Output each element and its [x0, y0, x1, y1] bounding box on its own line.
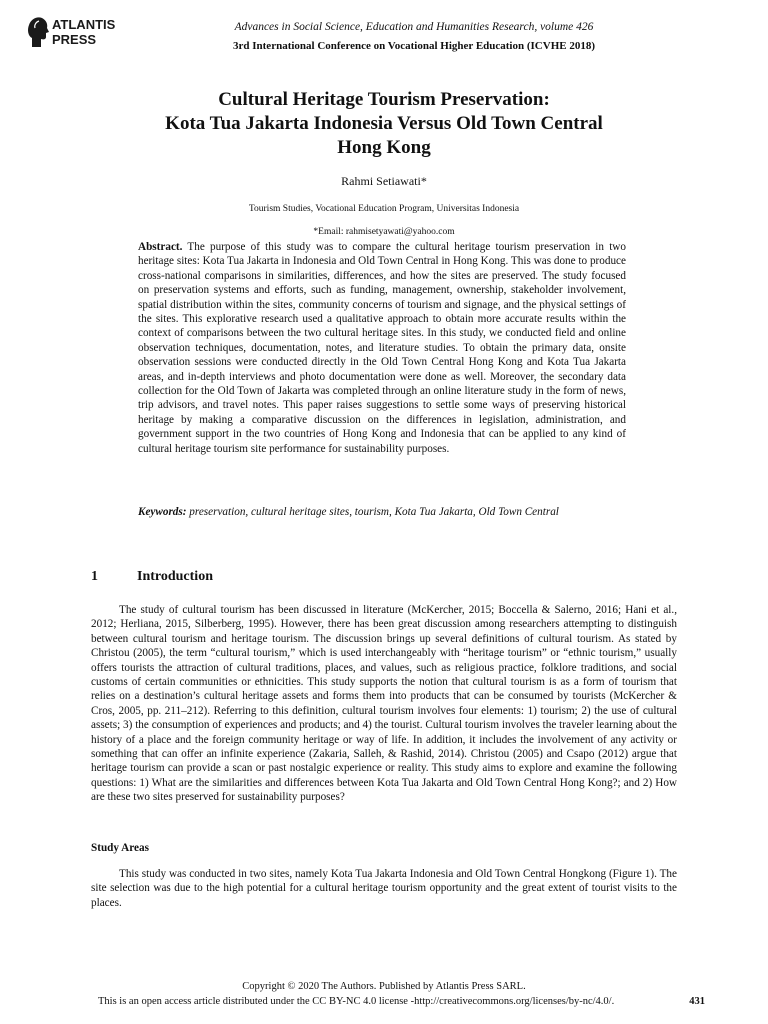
abstract-text: The purpose of this study was to compare the cultural heritage tourism preservation in two heritage sites: Kota Tua Jakarta in Indonesia and Old Town Central in Hong Kong. This was done to produce cross-national comparisons in similarities, differences, and how the sites are preserved. The study focused on preservation systems and efforts, such as funding, management, ownership, stakeholder involvement, spatial distribution within the sites, community concerns of tourism and signage, and the physical settings of the sites. This explorative research used a qualitative approach to obtain more accurate results within the context of comparisons between the two cultural heritage sites. In this study, we conducted field and online observation techniques, documentation, notes, and literature studies. To obtain the primary data, onsite observation sessions were conducted directly in the Old Town Central Hong Kong and Kota Tua Jakarta areas, and in-depth interviews and photo documentation were done as well. Moreover, the secondary data collection for the Old Town of Jakarta was completed through an online literature study in the form of news, trip advisors, and travel notes. This paper raises suggestions to settle some ways of preserving historical heritage by making a comparative discussion on the differences in legislation, administration, and government support in the two countries of Hong Kong and Indonesia that can be applied to any kind of cultural heritage tourism site performance for sustainability purposes.	[138, 241, 626, 455]
atlantis-press-logo	[26, 16, 136, 50]
author-email: *Email: rahmisetyawati@yahoo.com	[313, 227, 455, 237]
title-line-1: Cultural Heritage Tourism Preservation:	[218, 89, 550, 110]
keywords	[138, 505, 626, 519]
paper-title	[100, 88, 668, 160]
title-line-2: Kota Tua Jakarta Indonesia Versus Old Town Central	[165, 113, 603, 134]
section-title: Introduction	[137, 569, 213, 584]
author-name: Rahmi Setiawati*	[341, 174, 427, 188]
copyright-notice: Copyright © 2020 The Authors. Published by Atlantis Press SARL.	[242, 981, 526, 992]
conference-header: 3rd International Conference on Vocational Higher Education (ICVHE 2018)	[233, 40, 595, 52]
section-number: 1	[91, 569, 98, 584]
abstract-label: Abstract.	[138, 241, 183, 253]
abstract	[138, 240, 626, 456]
title-line-3: Hong Kong	[337, 137, 431, 158]
page-number: 431	[689, 996, 705, 1007]
keywords-label: Keywords:	[138, 506, 187, 518]
logo-line2: PRESS	[52, 32, 97, 47]
keywords-text: preservation, cultural heritage sites, tourism, Kota Tua Jakarta, Old Town Central	[189, 506, 559, 518]
logo-text	[52, 17, 115, 47]
author-affiliation: Tourism Studies, Vocational Education Program, Universitas Indonesia	[248, 204, 520, 214]
section-heading-introduction	[91, 569, 213, 585]
study-areas-paragraph: This study was conducted in two sites, namely Kota Tua Jakarta Indonesia and Old Town Central Hongkong (Figure 1). The site selection was due to the high potential for a cultural heritage tourism opportunity and the great extent of tourist visits to the places.	[91, 868, 677, 909]
introduction-paragraph: The study of cultural tourism has been discussed in literature (McKercher, 2015; Boccella & Salerno, 2016; Hani et al., 2012; Herliana, 2015, Silberberg, 1995). However, there has been great discussion among researchers attempting to distinguish between cultural tourism and heritage tourism. The discussion brings up several definitions of cultural tourism. As stated by Christou (2005), the term “cultural tourism,” which is used interchangeably with “heritage tourism” or “ethnic tourism,” usually offers tourists the attraction of cultural traditions, places, and values, such as religious practice, folklore traditions, and social customs of certain communities or ethnicities. This study supports the notion that cultural tourism is as a form of tourism that relies on a destination’s cultural heritage assets and forms them into products that can be consumed by tourists (McKercher & Cros, 2005, pp. 211–212). Referring to this definition, cultural tourism involves four elements: 1) tourism; 2) the use of cultural assets; 3) the consumption of experiences and products; and 4) the tourist. Cultural tourism involves the traveler learning about the history of a place and the foreign community heritage or way of life. In addition, it includes the involvement of any activity or something that can offer an infinite experience (Zakaria, Salleh, & Rashid, 2014). Christou (2005) and Csapo (2012) argue that heritage tourism can provide a scan or past nostalgic experience or reality. This study aims to explore and examine the following questions: 1) What are the similarities and differences between Kota Tua Jakarta and Old Town Central Hong Kong?; and 2) How are these two sites preserved for sustainability purposes?	[91, 604, 677, 804]
journal-header: Advances in Social Science, Education and Humanities Research, volume 426	[234, 21, 594, 33]
study-areas-heading: Study Areas	[91, 842, 149, 854]
atlantis-head-icon	[26, 16, 50, 48]
license-notice: This is an open access article distributed under the CC BY-NC 4.0 license -http://creativecommons.org/licenses/by-nc/4.0/.	[98, 996, 615, 1007]
logo-line1: ATLANTIS	[52, 17, 116, 32]
